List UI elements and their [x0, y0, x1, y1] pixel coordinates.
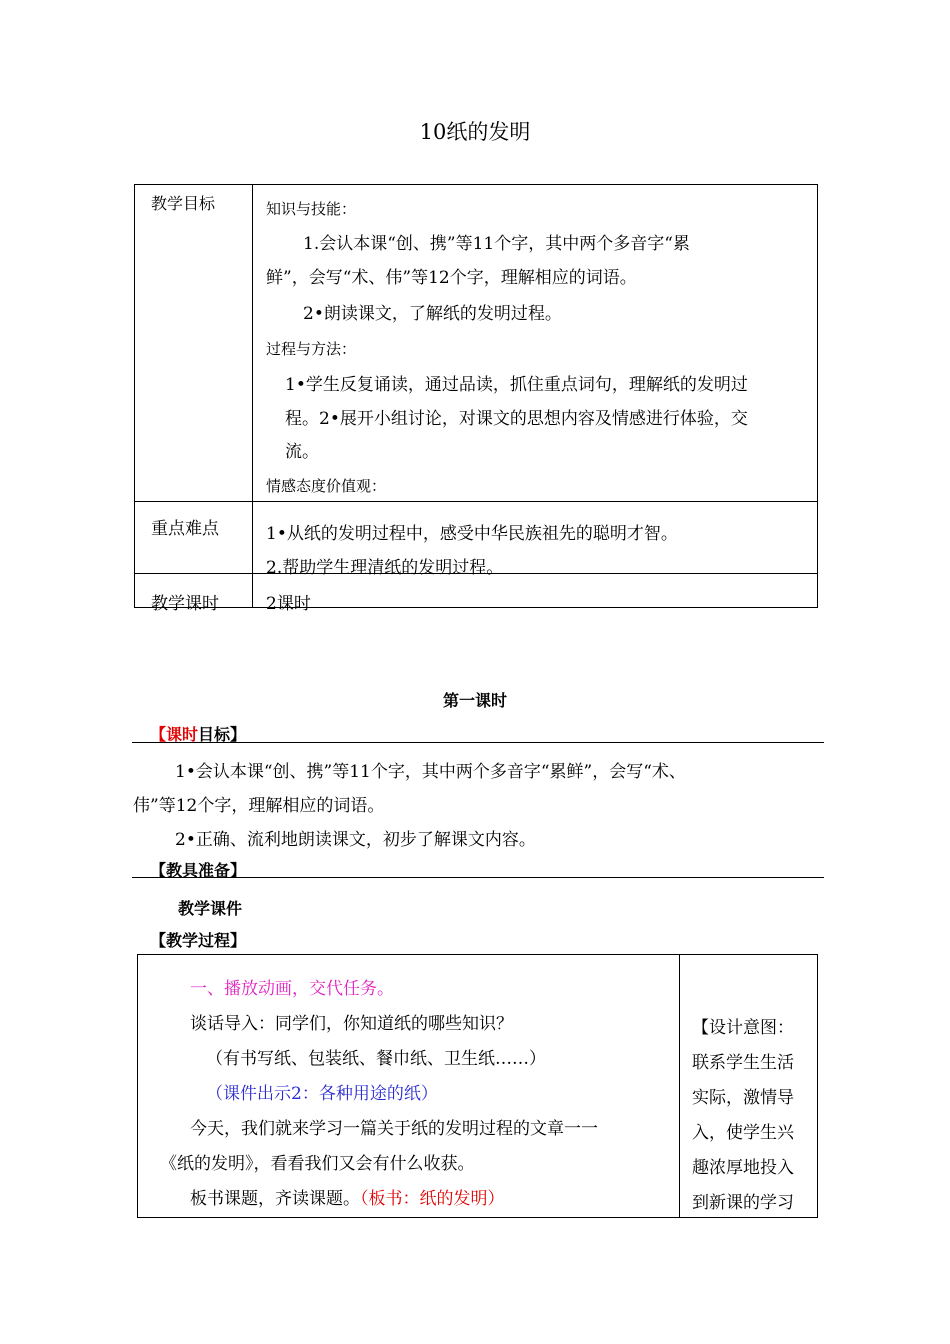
design-intent-line: 入，使学生兴 — [692, 1123, 794, 1143]
lesson-goal-line: 1•会认本课“创、携”等11个字，其中两个多音字“累鲜”，会写“术、 — [175, 762, 686, 782]
hours-label: 教学课时 — [151, 594, 219, 614]
objectives-table — [134, 184, 818, 614]
lesson-goal-line: 2•正确、流利地朗读课文，初步了解课文内容。 — [175, 830, 536, 850]
goal-label: 教学目标 — [151, 194, 216, 213]
process-line: 《纸的发明》，看看我们又会有什么收获。 — [160, 1154, 475, 1174]
design-intent-line: 【设计意图： — [692, 1018, 794, 1038]
page-title: 10纸的发明 — [419, 120, 531, 144]
prep-header: 【教具准备】 — [150, 861, 247, 880]
process-line: （课件出示2：各种用途的纸） — [206, 1084, 438, 1104]
process-line: 程。2•展开小组讨论，对课文的思想内容及情感进行体验，交 — [285, 409, 748, 429]
process-heading: 过程与方法： — [266, 340, 357, 358]
goal-header-red: 课时 — [166, 725, 199, 744]
design-intent-line: 实际，激情导 — [692, 1088, 794, 1108]
key-line: 2.帮助学生理清纸的发明过程。 — [266, 558, 504, 578]
process-line: （有书写纸、包装纸、餐巾纸、卫生纸……） — [206, 1049, 546, 1069]
knowledge-line: 2•朗读课文，了解纸的发明过程。 — [303, 304, 562, 324]
process-line: 1•学生反复诵读，通过品读，抓住重点词句，理解纸的发明过 — [285, 375, 748, 395]
lesson-goal-line: 伟”等12个字，理解相应的词语。 — [133, 796, 385, 816]
key-line: 1•从纸的发明过程中，感受中华民族祖先的聪明才智。 — [266, 524, 678, 544]
design-intent-line: 趣浓厚地投入 — [692, 1158, 794, 1178]
knowledge-line: 鲜”，会写“术、伟”等12个字，理解相应的词语。 — [266, 268, 637, 288]
emotion-heading: 情感态度价值观： — [266, 477, 387, 495]
design-intent — [692, 1011, 794, 1221]
goal-header-open: 【 — [150, 725, 167, 744]
design-intent-line: 到新课的学习 — [692, 1193, 794, 1213]
design-intent-line: 联系学生生活 — [692, 1053, 794, 1073]
knowledge-heading: 知识与技能： — [266, 200, 357, 218]
process-line-text: 板书课题，齐读课题。 — [190, 1189, 360, 1209]
knowledge-line: 1.会认本课“创、携”等11个字，其中两个多音字“累 — [303, 234, 690, 254]
process-line — [190, 1184, 505, 1209]
process-table — [137, 954, 818, 1218]
prep-text: 教学课件 — [178, 899, 243, 918]
goal-header-rest: 目标】 — [198, 725, 247, 744]
process-line: 流。 — [285, 442, 319, 462]
divider — [132, 742, 824, 743]
section-title: 第一课时 — [442, 691, 507, 710]
divider — [132, 877, 824, 878]
process-line: 今天，我们就来学习一篇关于纸的发明过程的文章一一 — [190, 1119, 598, 1139]
step-title: 一、播放动画，交代任务。 — [190, 979, 394, 999]
process-line: 谈话导入：同学们，你知道纸的哪些知识？ — [190, 1014, 513, 1034]
process-header: 【教学过程】 — [150, 931, 247, 950]
board-note: （板书：纸的发明） — [360, 1189, 505, 1209]
hours-value: 2课时 — [266, 594, 311, 614]
key-label: 重点难点 — [151, 519, 219, 539]
